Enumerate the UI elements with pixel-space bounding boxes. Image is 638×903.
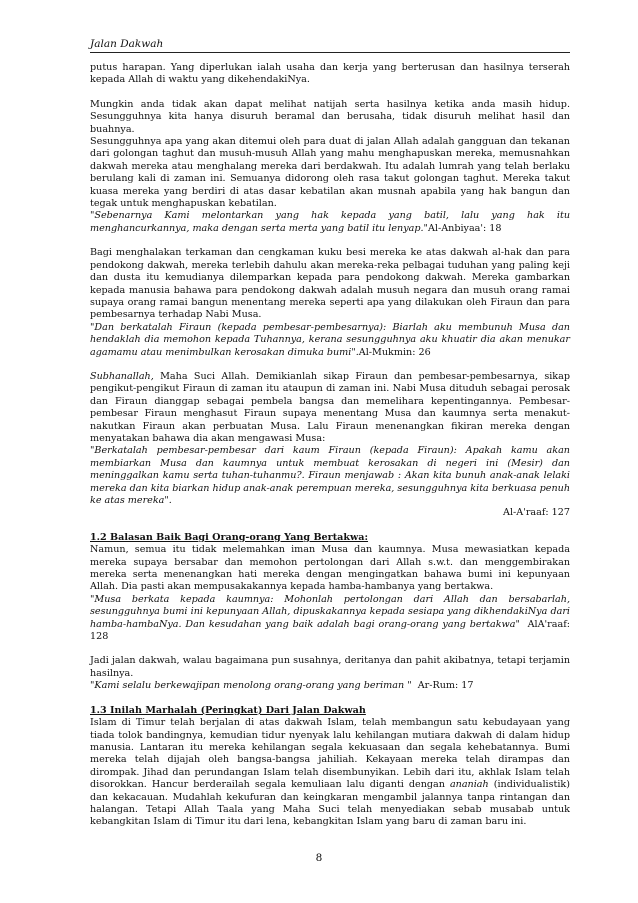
quran-quote: "Berkatalah pembesar-pembesar dari kaum Firaun (kepada Firaun): Apakah kamu akan membiarkan Musa dan kaumnya untuk membuat kerosakan di negeri ini (Mesir) dan meninggalkan kamu serta tuhan-tuhanmu?. Firaun menjawab : Akan kita bunuh anak-anak lelaki mereka dan kita biarkan hidup anak-anak perempuan mereka, sesungguhnya kita berkuasa penuh ke atas mereka".: [90, 445, 570, 506]
paragraph: putus harapan. Yang diperlukan ialah usaha dan kerja yang berterusan dan hasilnya terserah kepada Allah di waktu yang dikehendakiNya.: [90, 62, 570, 86]
paragraph: [90, 371, 570, 445]
paragraph: Bagi menghalakan terkaman dan cengkaman kuku besi mereka ke atas dakwah al-hak dan para pendokong dakwah, mereka terlebih dahulu akan mereka-reka pelbagai tuduhan yang paling keji dan dusta itu kemudianya dilemparkan kepada para pendokong dakwah. Mereka gambarkan kepada manusia bahawa para pendokong dakwah adalah musuh negara dan musuh orang ramai supaya orang ramai bangun menentang mereka seperti apa yang dilakukan oleh Firaun dan para pembesarnya terhadap Nabi Musa.: [90, 247, 570, 321]
quote-reference: Al-A'raaf: 127: [503, 507, 570, 519]
page-number: 8: [315, 852, 323, 864]
paragraph: [90, 717, 570, 829]
paragraph-text: Islam di Timur telah berjalan di atas dakwah Islam, telah membangun satu kebudayaan yang tiada tolok bandingnya, kemudian tidur nyenyak lalu kehilangan mutiara dakwah di dalam hidup manusia. Lantaran itu mereka kehilangan segala kekuasaan dan segala kehebatannya. Bumi mereka telah dijajah oleh bangsa-bangsa jahiliah. Kekayaan mereka telah dirampas dan dirompak. Jihad dan perundangan Islam telah disembunyikan. Lebih dari itu, akhlak Islam telah disorokkan. Hancur berderailah segala kemuliaan lalu diganti dengan: [90, 717, 570, 791]
quran-quote: [90, 594, 570, 644]
quote-reference: AlA'raaf: 128: [90, 618, 570, 643]
quote-text: "Dan berkatalah Firaun (kepada pembesar-pembesarnya): Biarlah aku membunuh Musa dan hendaklah dia memohon kepada Tuhannya, kerana sesungguhnya aku khuatir dia akan menukar agamamu atau menimbulkan kerosakan dimuka bumi".: [90, 321, 570, 358]
emphasis: Subhanallah,: [90, 370, 154, 382]
page-content: [90, 62, 570, 829]
quran-quote: [90, 680, 570, 692]
emphasis: ananiah: [449, 779, 489, 791]
section-heading: 1.3 Inilah Marhalah (Peringkat) Dari Jalan Dakwah: [90, 704, 366, 716]
quote-text: "Kami selalu berkewajipan menolong orang-orang yang beriman ": [90, 680, 412, 692]
paragraph: Jadi jalan dakwah, walau bagaimana pun susahnya, deritanya dan pahit akibatnya, tetapi terjamin hasilnya.: [90, 655, 570, 679]
quran-quote: [90, 322, 570, 359]
paragraph: Sesungguhnya apa yang akan ditemui oleh para duat di jalan Allah adalah gangguan dan tekanan dari golongan taghut dan musuh-musuh Allah yang mahu menghapuskan mereka, memusnahkan dakwah mereka atau menghalang mereka dari berdakwah. Itu adalah lumrah yang telah berlaku berulang kali di zaman ini. Semuanya didorong oleh rasa takut golongan taghut. Mereka takut kuasa mereka yang berdiri di atas dasar kebatilan akan musnah apabila yang hak bangun dan tegak untuk menghapuskan kebatilan.: [90, 136, 570, 210]
section-heading: 1.2 Balasan Baik Bagi Orang-orang Yang Bertakwa:: [90, 531, 369, 543]
paragraph: Mungkin anda tidak akan dapat melihat natijah serta hasilnya ketika anda masih hidup. Sesungguhnya kita hanya disuruh beramal dan berusaha, tidak disuruh melihat hasil dan buahnya.: [90, 98, 570, 135]
quran-quote: [90, 210, 570, 235]
quote-reference: Al-Anbiyaa': 18: [427, 222, 502, 234]
quote-reference: Ar-Rum: 17: [417, 680, 474, 692]
quote-reference: Al-Mukmin: 26: [358, 346, 431, 358]
quote-text: "Sebenarnya Kami melontarkan yang hak kepada yang batil, lalu yang hak itu menghancurkannya, maka dengan serta merta yang batil itu lenyap.": [90, 210, 570, 234]
quote-text: "Musa berkata kepada kaumnya: Mohonlah pertolongan dari Allah dan bersabarlah, sesungguhnya bumi ini kepunyaan Allah, dipuskakannya kepada sesiapa yang dikhendakiNya dari hamba-hambaNya. Dan kesudahan yang baik adalah bagi orang-orang yang bertakwa": [90, 593, 570, 630]
paragraph: Namun, semua itu tidak melemahkan iman Musa dan kaumnya. Musa mewasiatkan kepada mereka supaya bersabar dan memohon pertolongan dari Allah s.w.t. dan menggembirakan mereka serta menenangkan hati mereka dengan mengingatkan bahawa bumi ini kepunyaan Allah. Dia pasti akan mempusakakannya kepada hamba-hambanya yang bertakwa.: [90, 544, 570, 593]
paragraph-text: Maha Suci Allah. Demikianlah sikap Firaun dan pembesar-pembesarnya, sikap pengikut-pengikut Firaun di zaman itu ataupun di zaman ini. Nabi Musa dituduh sebagai perosak dan Firaun dianggap sebagai pembela bangsa dan memelihara kepentingannya. Pembesar-pembesar Firaun menghasut Firaun supaya menentang Musa dan kaumnya serta menakut-nakutkan Firaun akan perbuatan Musa. Lalu Firaun menenangkan fikiran mereka dengan menyatakan bahawa dia akan mengawasi Musa:: [90, 370, 570, 444]
paragraph-text: (individualistik) dan kekacauan. Mudahlah kekufuran dan keingkaran mengambil jalannya tanpa rintangan dan halangan. Tetapi Allah Taala yang Maha Suci telah menyediakan sebab musabab untuk kebangkitan Islam di Timur itu dari lena, kebangkitan Islam yang baru di zaman baru ini.: [90, 779, 570, 828]
running-header: Jalan Dakwah: [90, 38, 570, 53]
